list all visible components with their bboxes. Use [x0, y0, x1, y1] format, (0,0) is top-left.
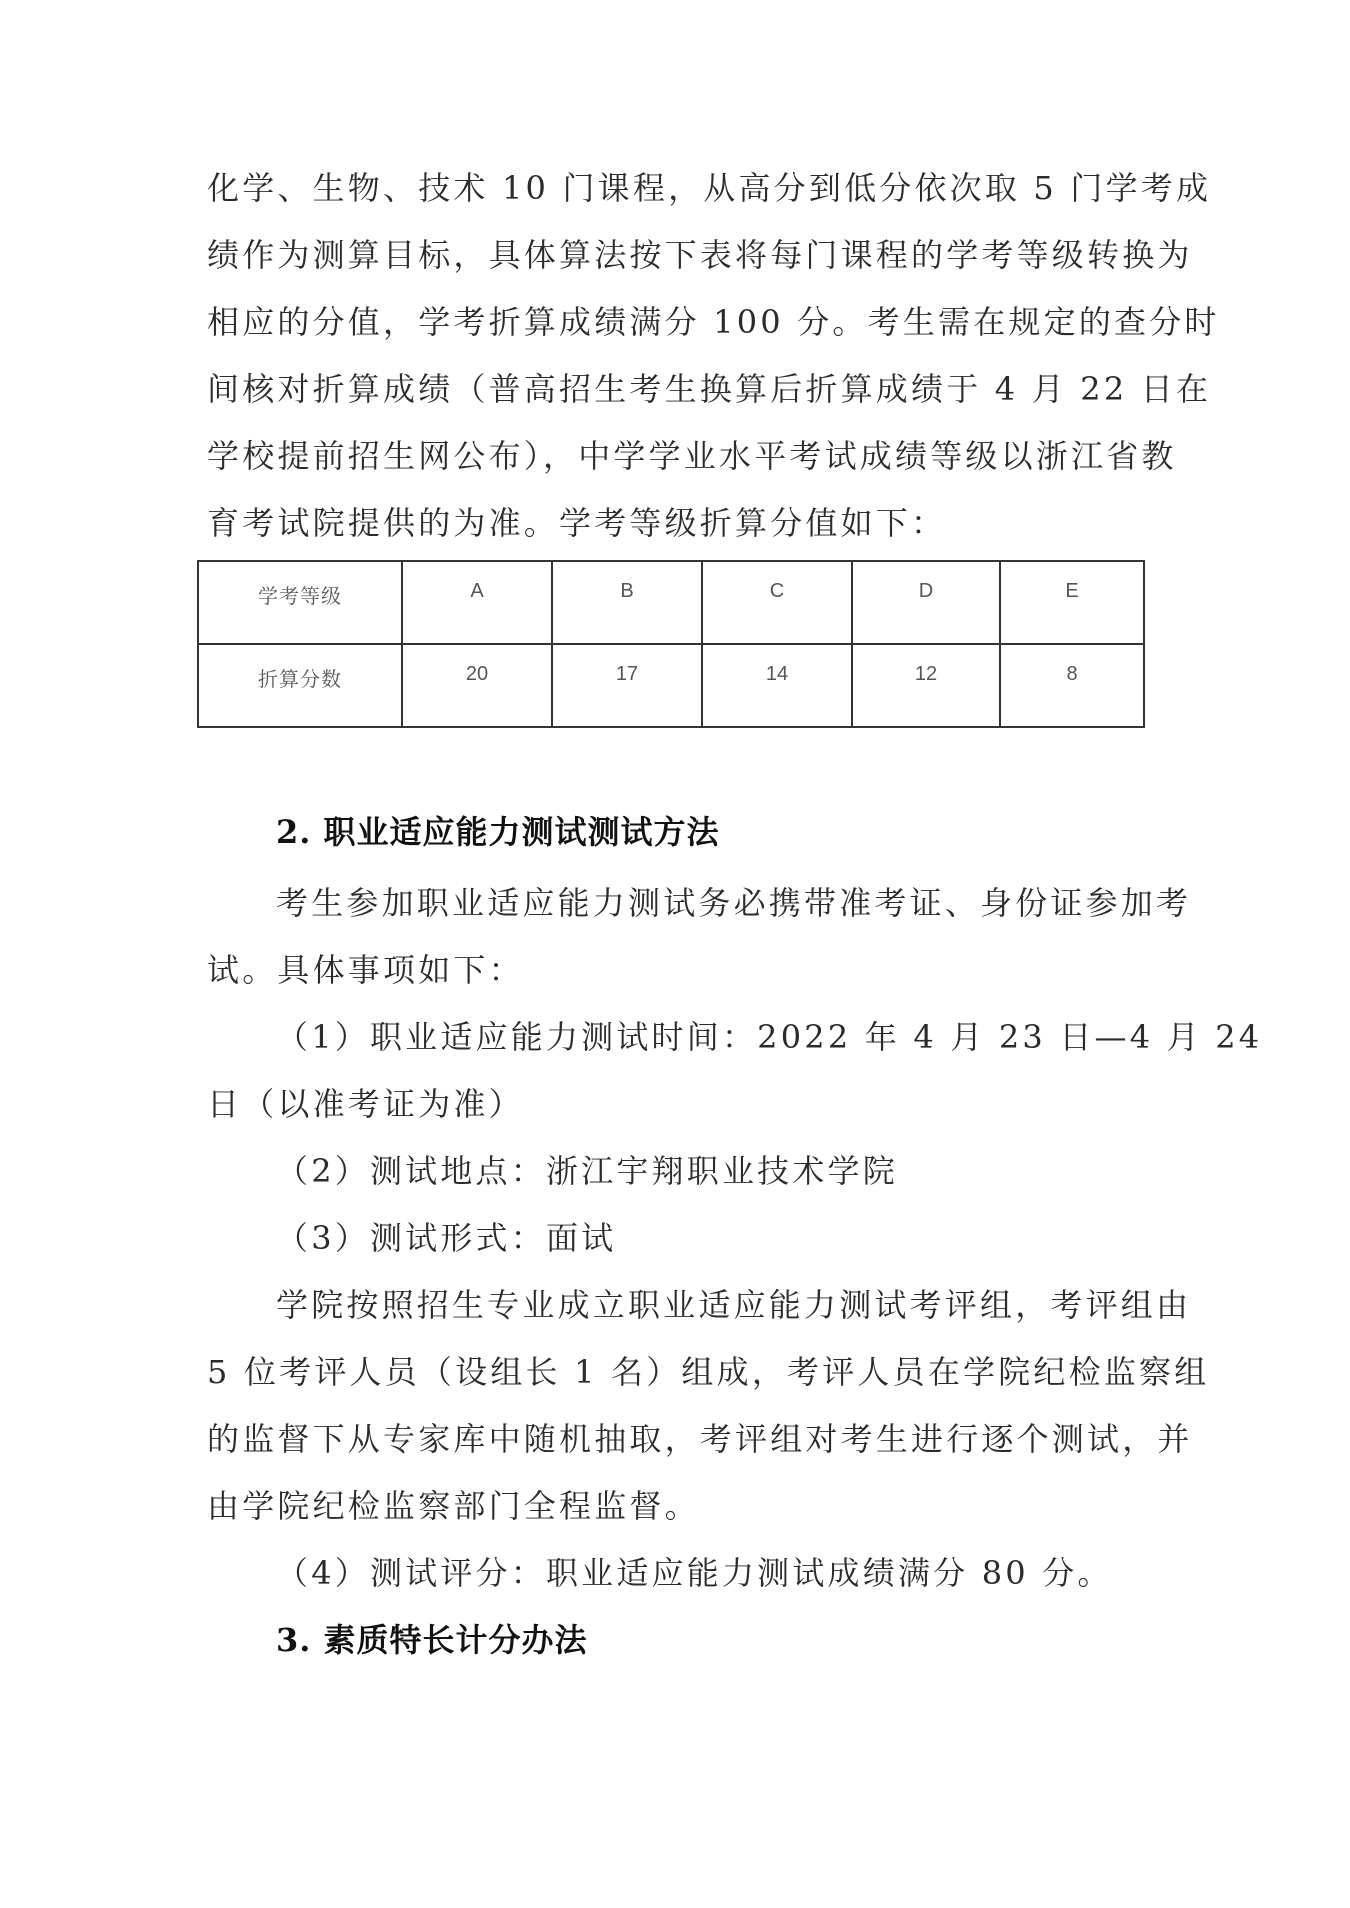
- paragraph-line: 考生参加职业适应能力测试务必携带准考证、身份证参加考: [276, 884, 1192, 922]
- table-row-label: 学考等级: [198, 561, 402, 644]
- paragraph-line: 绩作为测算目标，具体算法按下表将每门课程的学考等级转换为: [207, 236, 1193, 274]
- table-cell: C: [702, 561, 852, 644]
- table-header-row: [198, 561, 1144, 644]
- table-cell: E: [1000, 561, 1144, 644]
- paragraph-line: 化学、生物、技术 10 门课程，从高分到低分依次取 5 门学考成: [207, 169, 1212, 207]
- list-item: （4）测试评分：职业适应能力测试成绩满分 80 分。: [276, 1554, 1113, 1592]
- table-cell: 20: [402, 644, 552, 727]
- section-heading: 2. 职业适应能力测试测试方法: [276, 813, 720, 851]
- table-cell: 14: [702, 644, 852, 727]
- paragraph-line: 相应的分值，学考折算成绩满分 100 分。考生需在规定的查分时: [207, 303, 1220, 341]
- paragraph-line: 5 位考评人员（设组长 1 名）组成，考评人员在学院纪检监察组: [207, 1353, 1210, 1391]
- table-cell: B: [552, 561, 702, 644]
- paragraph-line: 学院按照招生专业成立职业适应能力测试考评组，考评组由: [276, 1286, 1192, 1324]
- paragraph-line: 育考试院提供的为准。学考等级折算分值如下：: [207, 504, 947, 542]
- paragraph-line: 间核对折算成绩（普高招生考生换算后折算成绩于 4 月 22 日在: [207, 370, 1212, 408]
- table-cell: D: [852, 561, 1000, 644]
- table-row: [198, 644, 1144, 727]
- paragraph-line: 学校提前招生网公布），中学学业水平考试成绩等级以浙江省教: [207, 437, 1177, 475]
- table-cell: 12: [852, 644, 1000, 727]
- table-cell: 8: [1000, 644, 1144, 727]
- list-item-continuation: 日（以准考证为准）: [207, 1085, 524, 1123]
- paragraph-line: 试。具体事项如下：: [207, 951, 524, 989]
- section-heading: 3. 素质特长计分办法: [276, 1621, 588, 1659]
- paragraph-line: 由学院纪检监察部门全程监督。: [207, 1487, 700, 1525]
- table-cell: A: [402, 561, 552, 644]
- grade-conversion-table: [197, 560, 1145, 728]
- list-item: （1）职业适应能力测试时间：2022 年 4 月 23 日—4 月 24: [276, 1018, 1263, 1056]
- list-item: （3）测试形式：面试: [276, 1219, 617, 1257]
- list-item: （2）测试地点：浙江宇翔职业技术学院: [276, 1152, 898, 1190]
- table-cell: 17: [552, 644, 702, 727]
- paragraph-line: 的监督下从专家库中随机抽取，考评组对考生进行逐个测试，并: [207, 1420, 1193, 1458]
- table-row-label: 折算分数: [198, 644, 402, 727]
